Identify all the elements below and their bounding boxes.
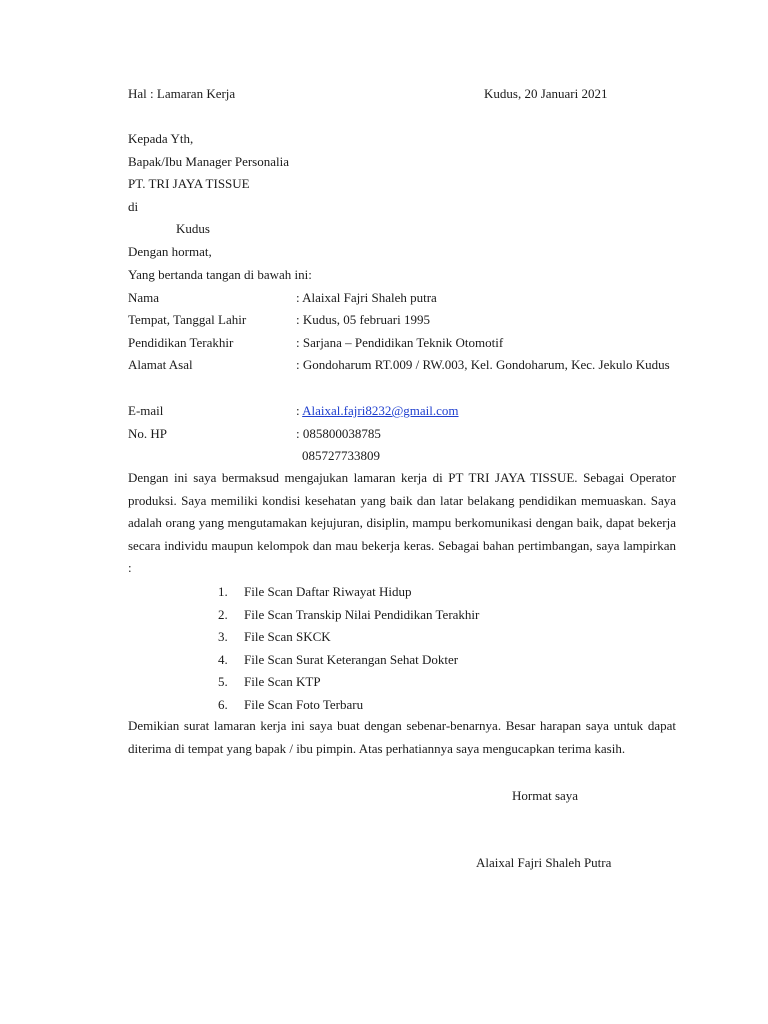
field-label-hp: No. HP [128, 426, 168, 441]
signoff: Hormat saya [512, 788, 579, 803]
list-item: 1. File Scan Daftar Riwayat Hidup [218, 584, 412, 599]
place-date: Kudus, 20 Januari 2021 [484, 86, 608, 101]
signer-name: Alaixal Fajri Shaleh Putra [476, 855, 612, 870]
list-item: 6. File Scan Foto Terbaru [218, 697, 364, 712]
field-value-ttl: : Kudus, 05 februari 1995 [296, 312, 430, 327]
subject-line: Hal : Lamaran Kerja [128, 86, 236, 101]
field-label-nama: Nama [128, 290, 160, 305]
recipient-city: Kudus [176, 221, 210, 236]
field-value-pendidikan: : Sarjana – Pendidikan Teknik Otomotif [296, 335, 504, 350]
recipient-di: di [128, 199, 139, 214]
intro-line: Yang bertanda tangan di bawah ini: [128, 267, 312, 282]
recipient-position: Bapak/Ibu Manager Personalia [128, 154, 290, 169]
list-item: 4. File Scan Surat Keterangan Sehat Dokter [218, 652, 459, 667]
recipient-greeting: Kepada Yth, [128, 131, 194, 146]
field-label-email: E-mail [128, 403, 164, 418]
field-label-alamat: Alamat Asal [128, 357, 193, 372]
field-value-hp: : 085800038785 [296, 426, 381, 441]
field-label-pendidikan: Pendidikan Terakhir [128, 335, 234, 350]
salutation: Dengan hormat, [128, 244, 212, 259]
field-value-hp-2: 085727733809 [302, 448, 380, 463]
field-label-ttl: Tempat, Tanggal Lahir [128, 312, 247, 327]
email-colon: : [296, 403, 303, 418]
closing-paragraph: Demikian surat lamaran kerja ini saya buat dengan sebenar-benarnya. Besar harapan saya untuk dapat diterima di tempat yang bapak / ibu pimpin. Atas perhatiannya saya mengucapkan terima kasih. [128, 718, 676, 756]
body-paragraph: Dengan ini saya bermaksud mengajukan lamaran kerja di PT TRI JAYA TISSUE. Sebagai Operator produksi. Saya memiliki kondisi kesehatan yang baik dan latar belakang pendidikan memuaskan. Saya adalah orang yang mengutamakan kejujuran, disiplin, mampu berkomunikasi dengan baik, dapat bekerja secara individu maupun kelompok dan mau bekerja keras. Sebagai bahan pertimbangan, saya lampirkan : [128, 470, 676, 576]
field-value-email [296, 403, 459, 419]
list-item: 2. File Scan Transkip Nilai Pendidikan Terakhir [218, 607, 480, 622]
list-item: 5. File Scan KTP [218, 674, 321, 689]
email-link[interactable]: Alaixal.fajri8232@gmail.com [302, 403, 459, 418]
recipient-company: PT. TRI JAYA TISSUE [128, 176, 250, 191]
list-item: 3. File Scan SKCK [218, 629, 331, 644]
field-value-nama: : Alaixal Fajri Shaleh putra [296, 290, 437, 305]
field-value-alamat: : Gondoharum RT.009 / RW.003, Kel. Gondoharum, Kec. Jekulo Kudus [296, 357, 670, 372]
